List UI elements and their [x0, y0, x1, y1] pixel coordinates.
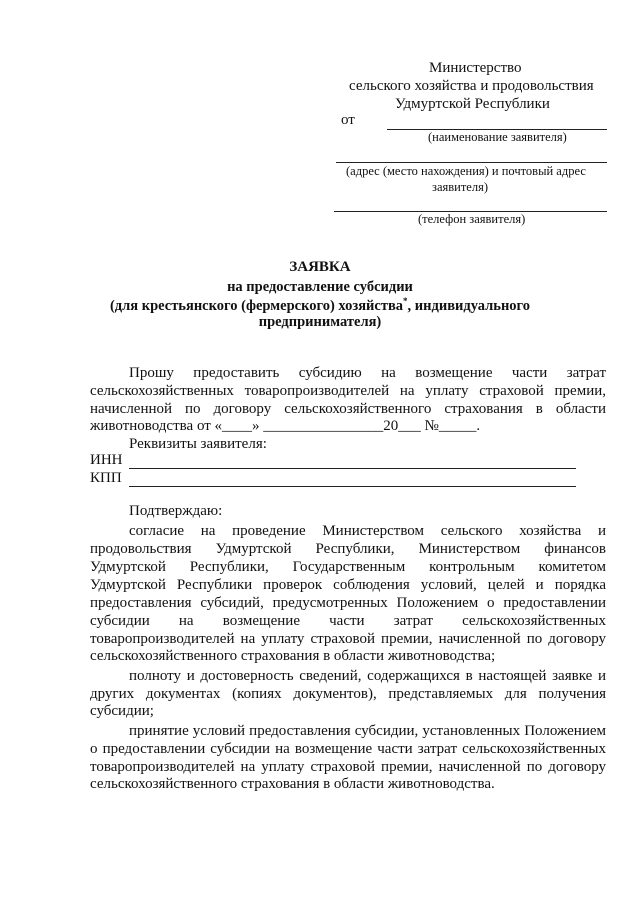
confirm-p1-line: предоставления субсидий, предусмотренных Положением о предоставлении	[90, 595, 606, 611]
confirm-p1-line: сельскохозяйственного страхования в области животноводства;	[90, 648, 496, 664]
footnote-mark: *	[403, 296, 408, 306]
confirm-p3-line: товаропроизводителей на уплату страховой премии, начисленной по договору	[90, 759, 606, 775]
subtitle-2-part-b: , индивидуального	[407, 297, 531, 314]
confirm-p2-line: полноту и достоверность сведений, содержащихся в настоящей заявке и	[129, 668, 606, 684]
confirm-p2-line: других документах (копиях документов), представляемых для получения	[90, 686, 606, 702]
document-title: ЗАЯВКА	[289, 259, 351, 275]
confirm-p1-line: продовольствия Удмуртской Республики, Министерством финансов	[90, 541, 606, 557]
confirm-p1-line: товаропроизводителей на уплату страховой премии, начисленной по договору	[90, 631, 606, 647]
document-subtitle-3: предпринимателя)	[258, 314, 382, 330]
requisites-label: Реквизиты заявителя:	[129, 436, 267, 452]
confirm-p3-line: сельскохозяйственного страхования в области животноводства.	[90, 776, 495, 792]
applicant-name-caption: (наименование заявителя)	[428, 130, 567, 144]
confirm-label: Подтверждаю:	[129, 503, 223, 519]
address-caption-2: заявителя)	[432, 180, 488, 194]
recipient-line-3: Удмуртской Республики	[395, 96, 550, 112]
confirm-p1-line: согласие на проведение Министерством сельского хозяйства и	[129, 523, 606, 539]
recipient-line-1: Министерство	[429, 60, 522, 76]
request-line-4: животноводства от «____» ________________20___ №_____.	[90, 418, 481, 434]
subtitle-2-part-a: (для крестьянского (фермерского) хозяйства	[109, 297, 404, 314]
confirm-p3-line: о предоставлении субсидии на возмещение части затрат сельскохозяйственных	[90, 741, 606, 757]
kpp-label: КПП	[90, 470, 122, 486]
from-label: от	[341, 112, 355, 128]
address-line[interactable]	[336, 162, 607, 163]
phone-caption: (телефон заявителя)	[418, 212, 526, 226]
request-line-2: сельскохозяйственных товаропроизводителей на уплату страховой премии,	[90, 383, 606, 399]
confirm-p1-line: Удмуртской Республики проверок соблюдения условий, целей и порядка	[90, 577, 606, 593]
document-subtitle-1: на предоставление субсидии	[227, 279, 413, 295]
address-caption-1: (адрес (место нахождения) и почтовый адрес	[346, 164, 586, 178]
kpp-field[interactable]	[129, 486, 576, 487]
request-line-1: Прошу предоставить субсидию на возмещение части затрат	[129, 365, 606, 381]
request-line-3: начисленной по договору сельскохозяйственного страхования в области	[90, 401, 606, 417]
confirm-p1-line: субсидии на возмещение части затрат сельскохозяйственных	[90, 613, 606, 629]
confirm-p1-line: Удмуртской Республики, Государственным контрольным комитетом	[90, 559, 606, 575]
recipient-line-2: сельского хозяйства и продовольствия	[349, 78, 594, 94]
inn-label: ИНН	[90, 452, 123, 468]
document-subtitle-2	[0, 296, 640, 315]
confirm-p2-line: субсидии;	[90, 703, 154, 719]
confirm-p3-line: принятие условий предоставления субсидии, установленных Положением	[129, 723, 606, 739]
inn-field[interactable]	[129, 468, 576, 469]
